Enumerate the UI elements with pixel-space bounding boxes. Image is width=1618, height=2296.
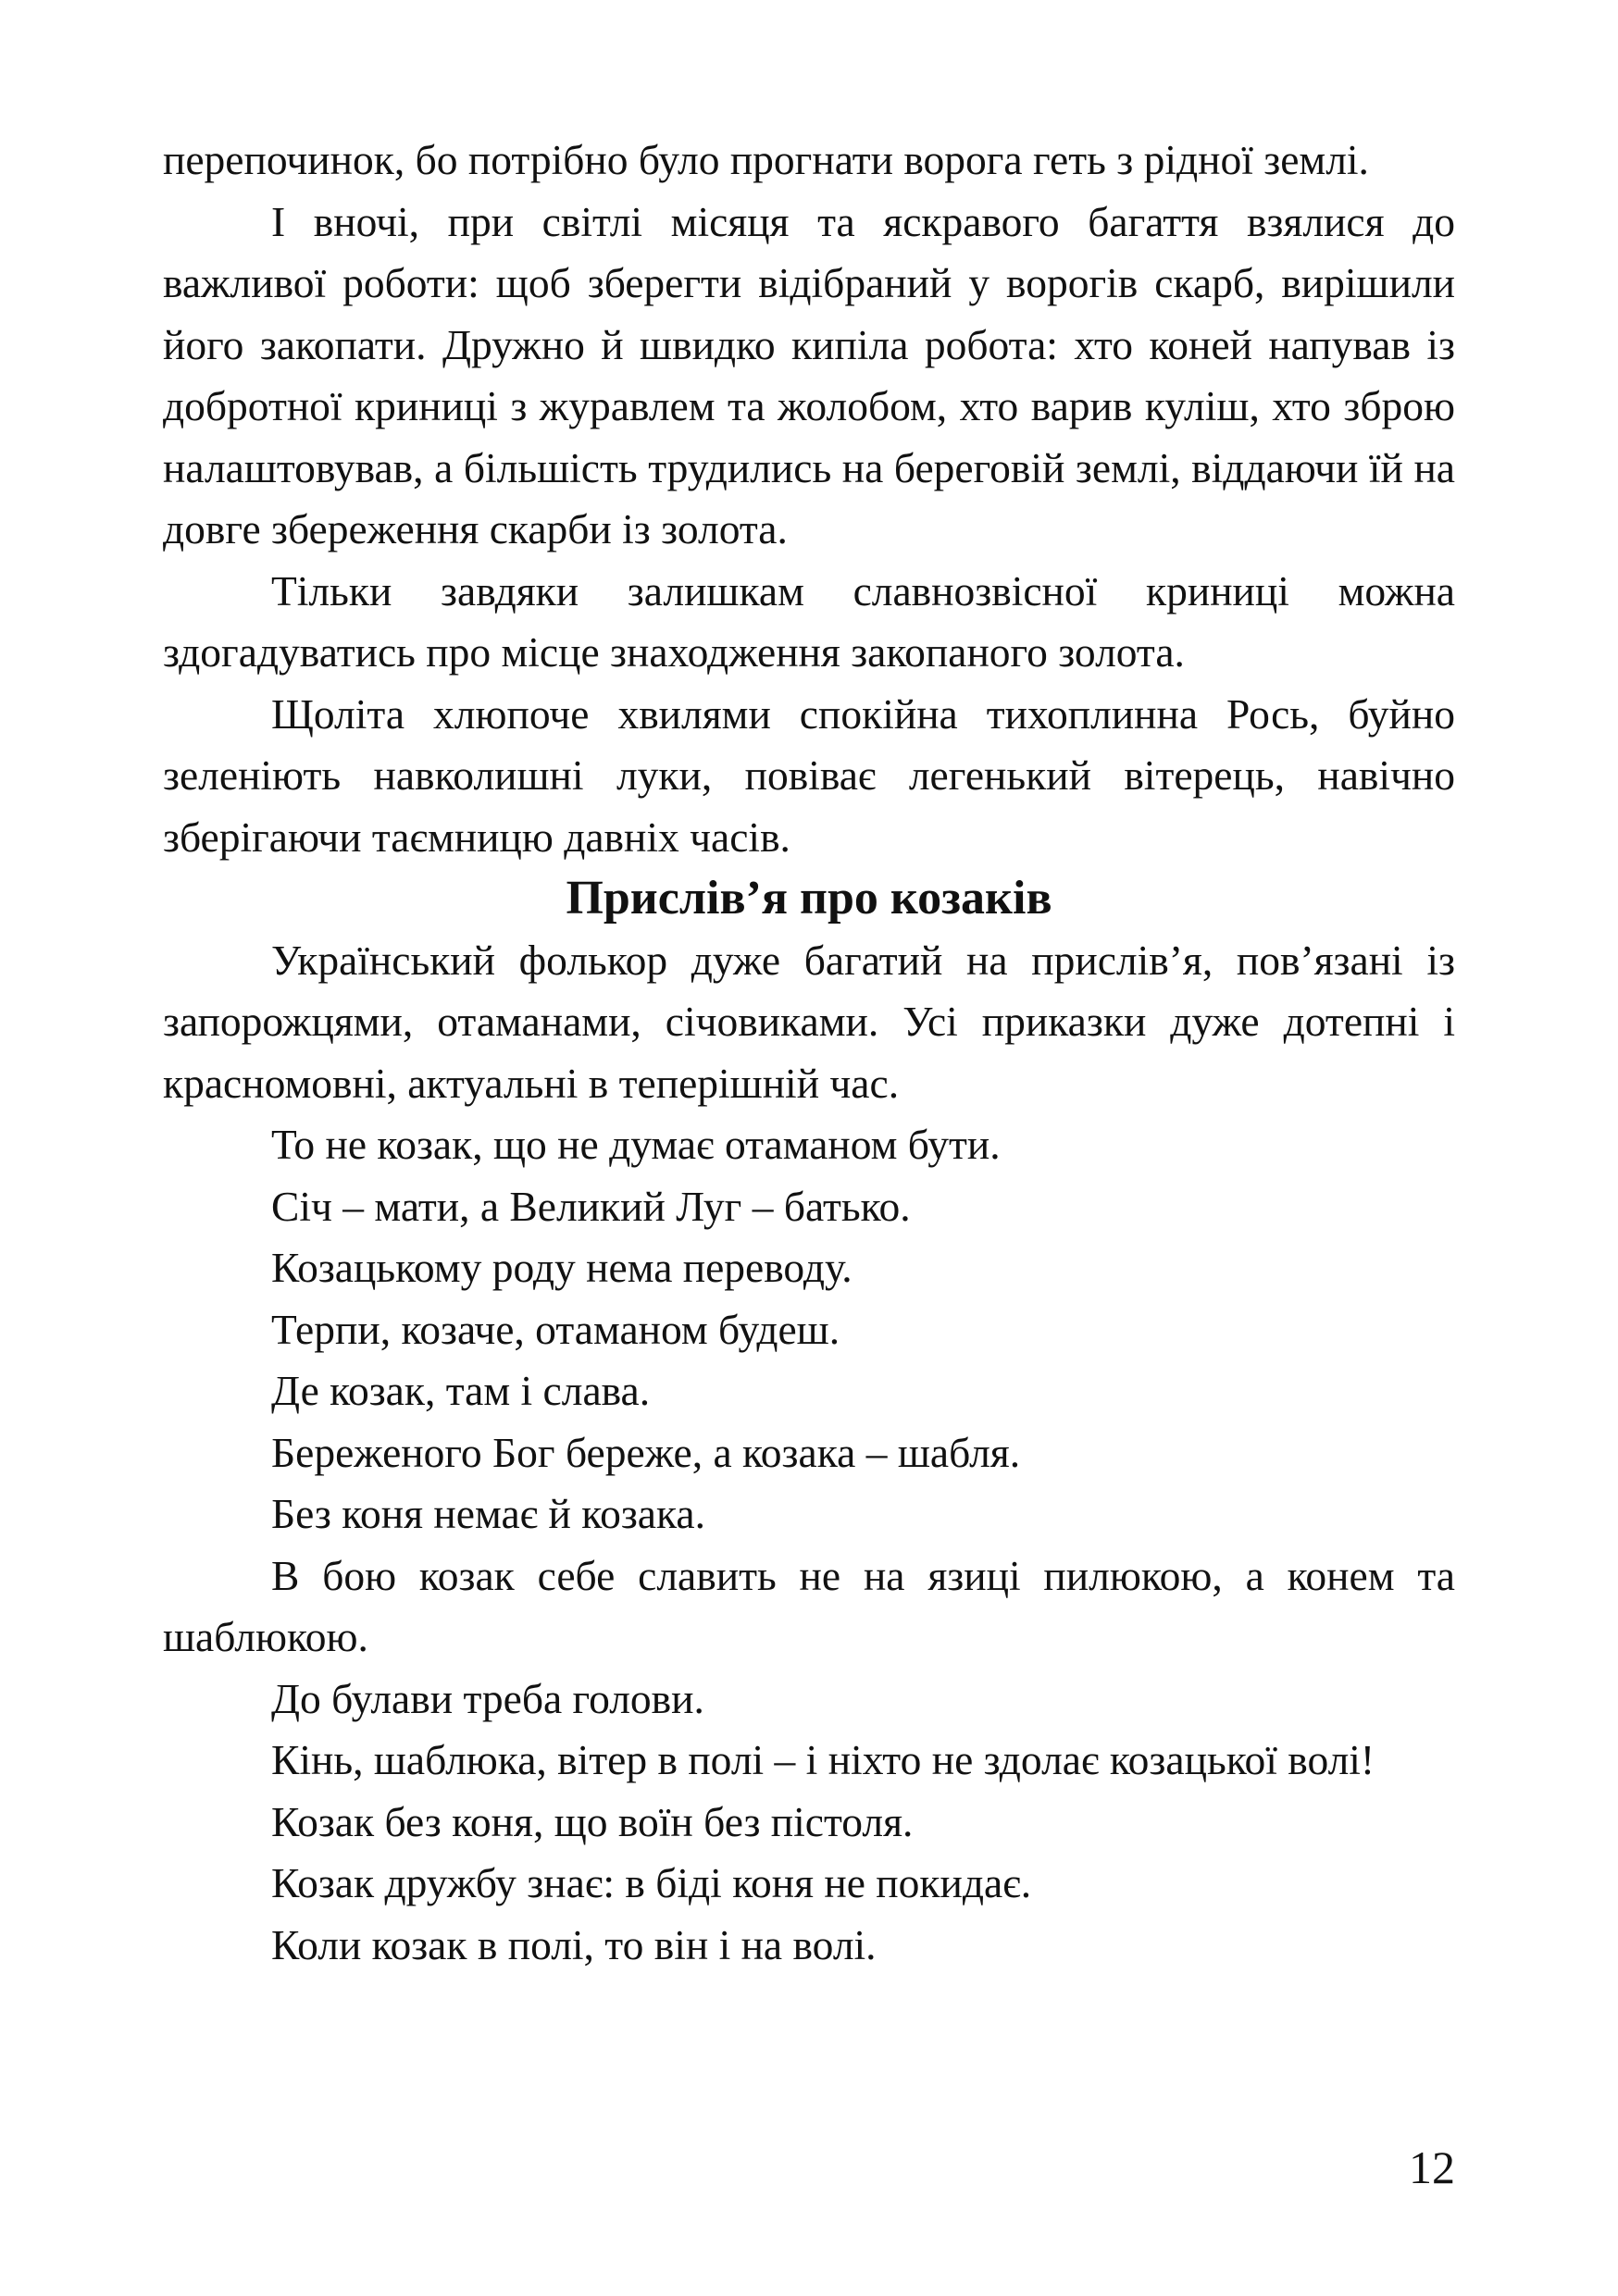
proverb-item: Береженого Бог береже, а козака – шабля.	[271, 1428, 1021, 1476]
proverb-item: Без коня немає й козака.	[271, 1490, 705, 1537]
section-intro: Український фолькор дуже багатий на прислів’я, пов’язані із запорожцями, отаманами, січовиками. Усі приказки дуже дотепні і красномовні, актуальні в теперішній час.	[163, 936, 1455, 1107]
proverb-item: То не козак, що не думає отаманом бути.	[271, 1121, 1001, 1168]
page-number: 12	[1409, 2141, 1455, 2193]
proverb-item: Терпи, козаче, отаманом будеш.	[271, 1305, 840, 1353]
proverb-item: Козак без коня, що воїн без пістоля.	[271, 1797, 914, 1845]
paragraph-continuation: перепочинок, бо потрібно було прогнати ворога геть з рідної землі.	[163, 136, 1369, 183]
proverb-item: Де козак, там і слава.	[271, 1367, 651, 1414]
paragraph: Щоліта хлюпоче хвилями спокійна тихоплинна Рось, буйно зеленіють навколишні луки, повіває легенький вітерець, навічно зберігаючи таємницю давніх часів.	[163, 689, 1455, 861]
proverb-item: Козак дружбу знає: в біді коня не покидає.	[271, 1859, 1032, 1906]
proverb-item: Січ – мати, а Великий Луг – батько.	[271, 1182, 911, 1230]
page-body	[163, 130, 1455, 1976]
proverb-item: Кінь, шаблюка, вітер в полі – і ніхто не здолає козацької волі!	[271, 1736, 1375, 1783]
proverb-list	[163, 1114, 1455, 1976]
proverb-item: Козацькому роду нема переводу.	[271, 1244, 853, 1291]
proverb-item: В бою козак себе славить не на язиці пилюкою, а конем та шаблюкою.	[163, 1551, 1455, 1660]
proverb-item: Коли козак в полі, то він і на волі.	[271, 1920, 877, 1968]
paragraph: І вночі, при світлі місяця та яскравого багаття взялися до важливої роботи: щоб зберегти відібраний у ворогів скарб, вирішили його закопати. Дружно й швидко кипіла робота: хто коней напував із добротної криниці з журавлем та жолобом, хто варив куліш, хто зброю налаштовував, а більшість трудились на береговій землі, віддаючи їй на довге збереження скарби із золота.	[163, 197, 1455, 552]
section-title: Прислів’я про козаків	[566, 872, 1052, 925]
paragraph: Тільки завдяки залишкам славнозвісної криниці можна здогадуватись про місце знаходження закопаного золота.	[163, 566, 1455, 676]
proverb-item: До булави треба голови.	[271, 1674, 704, 1722]
